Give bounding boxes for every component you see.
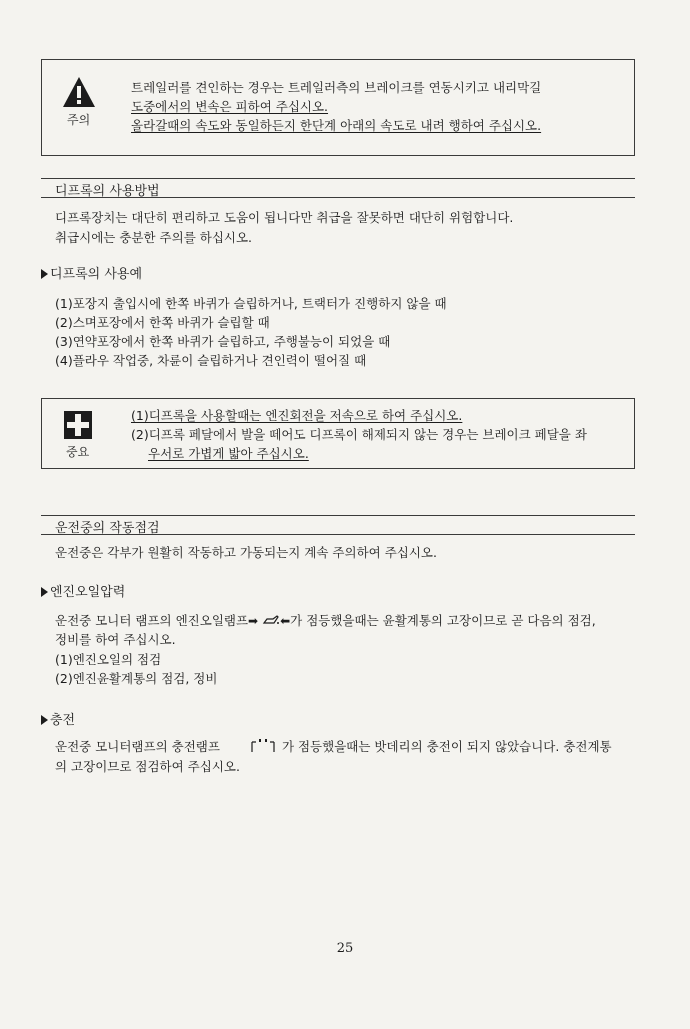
warning-box [41, 59, 635, 156]
oil-pressure-title: 엔진오일압력 [41, 581, 125, 600]
section-title: 운전중의 작동점검 [55, 521, 160, 536]
important-line-3: 우서로 가볍게 밟아 주십시오. [148, 446, 309, 461]
oil-text-b: 가 점등했을때는 윤활계통의 고장이므로 곧 다음의 점검, [290, 613, 596, 628]
important-text [131, 406, 621, 463]
operation-intro: 운전중은 각부가 원활히 작동하고 가동되는지 계속 주의하여 주십시오. [55, 545, 437, 560]
diff-lock-intro-2: 취급시에는 충분한 주의를 하십시오. [55, 230, 253, 245]
diff-lock-example-3: (3)연약포장에서 한쪽 바퀴가 슬립하고, 주행불능이 되었을 때 [55, 334, 391, 349]
oil-text-a: 운전중 모니터 램프의 엔진오일램프 [55, 613, 249, 628]
oil-pressure-text-line-2: 정비를 하여 주십시오. [55, 632, 176, 647]
diff-lock-example-1: (1)포장지 출입시에 한쪽 바퀴가 슬립하거나, 트랙터가 진행하지 않을 때 [55, 296, 447, 311]
warning-triangle-icon [62, 76, 96, 108]
section-diff-lock-header [41, 178, 635, 198]
warning-line-1: 트레일러를 견인하는 경우는 트레일러측의 브레이크를 연동시키고 내리막길 [131, 80, 542, 95]
oil-check-item-2: (2)엔진윤활계통의 점검, 정비 [55, 671, 218, 686]
charge-text-line-1 [55, 738, 612, 756]
charge-text-b: 가 점등했을때는 밧데리의 충전이 되지 않았습니다. 충전계통 [281, 739, 612, 754]
warning-text [131, 78, 621, 135]
warning-label: 주의 [67, 113, 91, 127]
left-arrow-icon: ⬅ [280, 614, 291, 628]
diff-lock-examples-title: 디프록의 사용예 [41, 263, 142, 282]
warning-line-3: 올라갈때의 속도와 동일하든지 한단계 아래의 속도로 내려 행하여 주십시오. [131, 118, 542, 133]
section-operation-check-header [41, 515, 635, 535]
charge-text-a: 운전중 모니터램프의 충전램프 [55, 739, 220, 754]
important-label: 중요 [66, 445, 90, 459]
section-title: 디프록의 사용방법 [55, 184, 160, 199]
important-box [41, 398, 635, 469]
battery-icon [250, 739, 276, 753]
important-line-2: (2)디프록 페달에서 발을 떼어도 디프록이 해제되지 않는 경우는 브레이크 페달을 좌 [131, 427, 587, 442]
warning-line-2: 도중에서의 변속은 피하여 주십시오. [131, 99, 329, 114]
diff-lock-example-2: (2)스며포장에서 한쪽 바퀴가 슬립할 때 [55, 315, 270, 330]
charge-text-line-2: 의 고장이므로 점검하여 주십시오. [55, 759, 240, 774]
oil-check-item-1: (1)엔진오일의 점검 [55, 652, 162, 667]
diff-lock-intro-1: 디프록장치는 대단히 편리하고 도움이 됩니다만 취급을 잘못하면 대단히 위험합니다. [55, 210, 514, 225]
first-aid-cross-icon [64, 411, 92, 439]
diff-lock-example-4: (4)플라우 작업중, 차륜이 슬립하거나 견인력이 떨어질 때 [55, 353, 367, 368]
oil-pressure-text-line-1 [55, 612, 596, 630]
important-line-1: (1)디프록을 사용할때는 엔진회전을 저속으로 하여 주십시오. [131, 408, 463, 423]
right-arrow-icon: ➡ [248, 614, 259, 628]
oil-can-icon [262, 614, 280, 626]
charge-title: 충전 [41, 709, 75, 728]
page-number: 25 [336, 941, 354, 956]
